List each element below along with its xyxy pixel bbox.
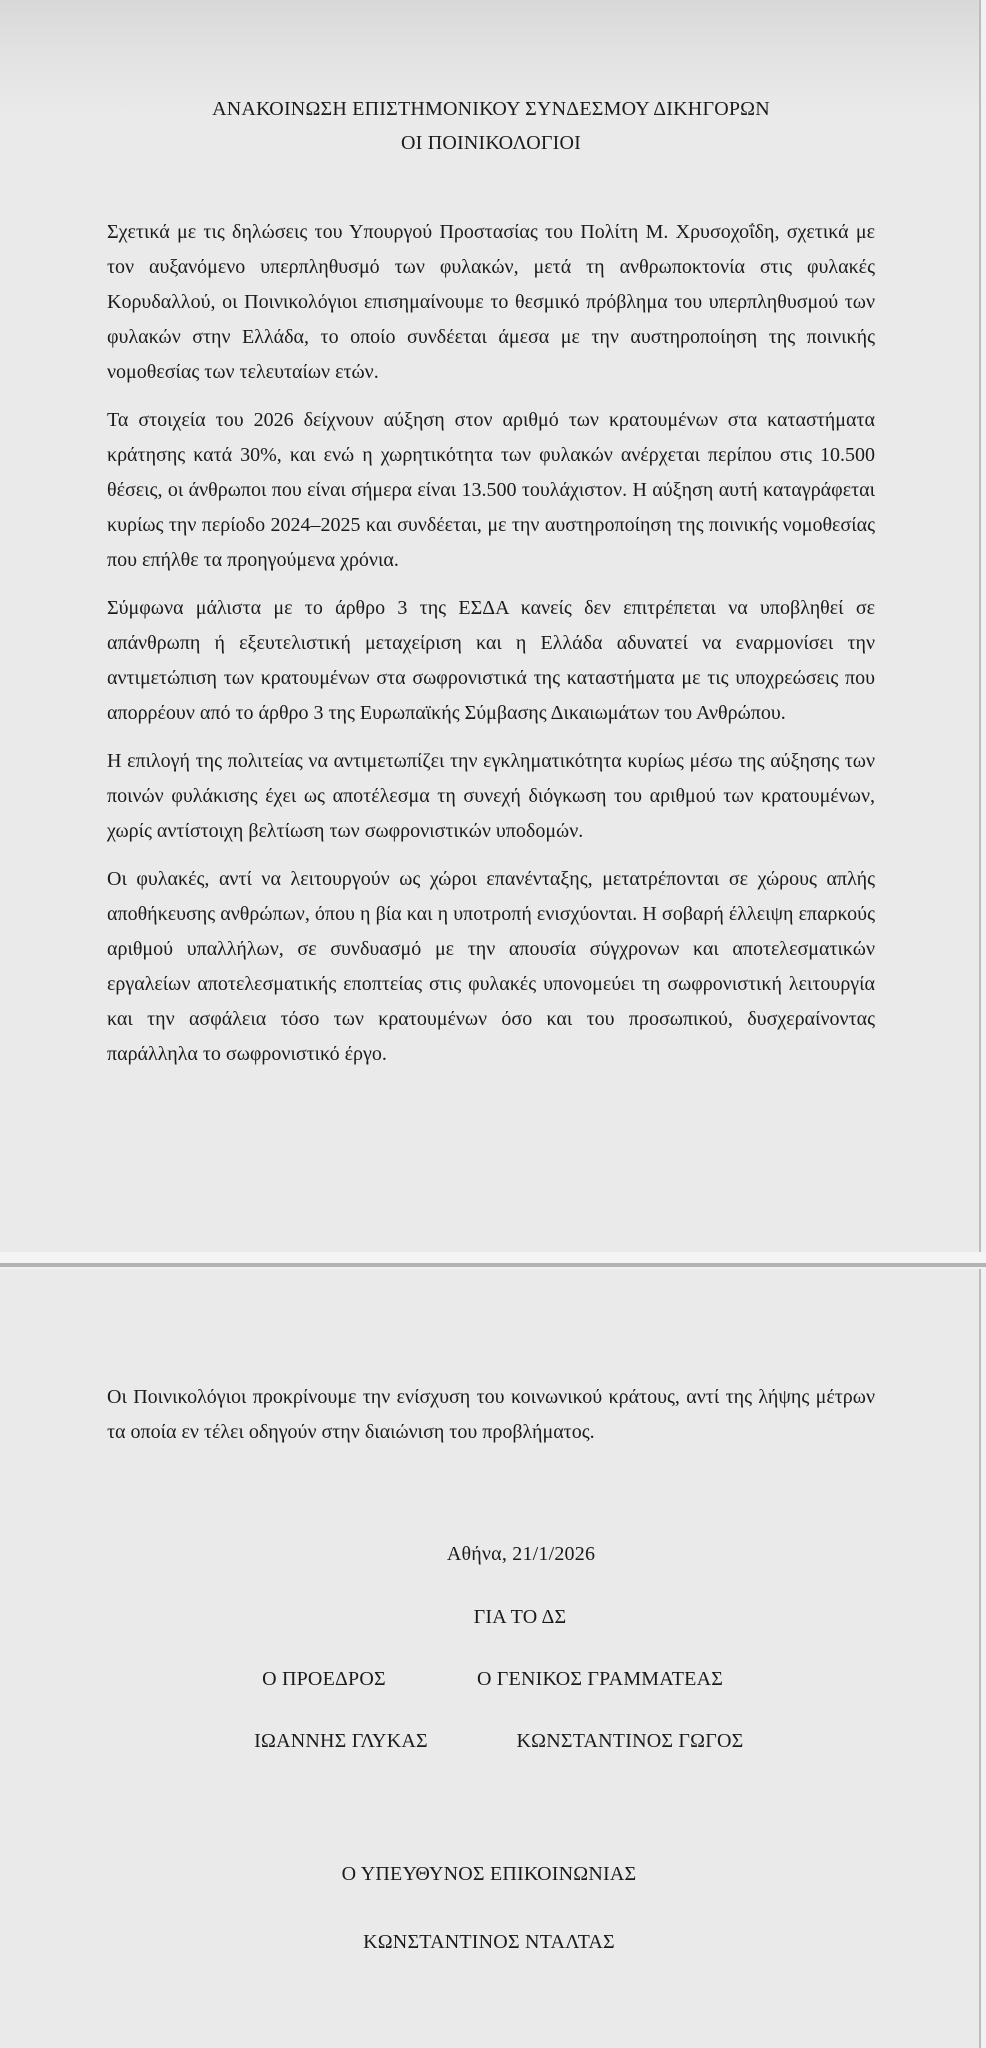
page-break-underglow — [0, 1267, 986, 1269]
title-line-2: ΟΙ ΠΟΙΝΙΚΟΛΟΓΙΟΙ — [401, 132, 581, 154]
page-break-highlight — [0, 1252, 986, 1263]
page-right-edge-line — [979, 0, 981, 2048]
page-right-gutter — [981, 0, 986, 2048]
document-body — [107, 215, 875, 1085]
paragraph: Τα στοιχεία του 2026 δείχνουν αύξηση στον αριθμό των κρατουμένων στα καταστήματα κράτησης κατά 30%, και ενώ η χωρητικότητα των φυλακών ανέρχεται περίπου στις 10.500 θέσεις, οι άνθρωποι που είναι σήμερα είναι 13.500 τουλάχιστον. Η αύξηση αυτή καταγράφεται κυρίως την περίοδο 2024–2025 και συνδέεται, με την αυστηροποίηση της ποινικής νομοθεσίας που επήλθε τα προηγούμενα χρόνια. — [107, 409, 875, 571]
document-title — [107, 92, 875, 160]
secretary-role-label: Ο ΓΕΝΙΚΟΣ ΓΡΑΜΜΑΤΕΑΣ — [476, 1668, 724, 1690]
paragraph: Οι φυλακές, αντί να λειτουργούν ως χώροι επανένταξης, μετατρέπονται σε χώρους απλής αποθήκευσης ανθρώπων, όπου η βία και η υποτροπή ενισχύονται. Η σοβαρή έλλειψη επαρκούς αριθμού υπαλλήλων, σε συνδυασμό με την απουσία σύγχρονων και αποτελεσματικών εργαλείων αποτελεσματικής εποπτείας στις φυλακές υπονομεύει τη σωφρονιστική λειτουργία και την ασφάλεια τόσο των κρατουμένων όσο και του προσωπικού, δυσχεραίνοντας παράλληλα το σωφρονιστικό έργο. — [107, 868, 875, 1065]
paragraph: Σύμφωνα μάλιστα με το άρθρο 3 της ΕΣΔΑ κανείς δεν επιτρέπεται να υποβληθεί σε απάνθρωπη ή εξευτελιστική μεταχείριση και η Ελλάδα αδυνατεί να εναρμονίσει την αντιμετώπιση των κρατουμένων στα σωφρονιστικά της καταστήματα με τις υποχρεώσεις που απορρέουν από το άρθρο 3 της Ευρωπαϊκής Σύμβασης Δικαιωμάτων του Ανθρώπου. — [107, 597, 875, 724]
dateline: Αθήνα, 21/1/2026 — [446, 1543, 596, 1565]
paragraph: Σχετικά με τις δηλώσεις του Υπουργού Προστασίας του Πολίτη Μ. Χρυσοχοΐδη, σχετικά με τον αυξανόμενο υπερπληθυσμό των φυλακών, μετά τη ανθρωποκτονία στις φυλακές Κορυδαλλού, οι Ποινικολόγιοι επισημαίνουμε το θεσμικό πρόβλημα του υπερπληθυσμού των φυλακών στην Ελλάδα, το οποίο συνδέεται άμεσα με την αυστηροποίηση της ποινικής νομοθεσίας των τελευταίων ετών. — [107, 221, 875, 383]
communications-name: ΚΩΝΣΤΑΝΤΙΝΟΣ ΝΤΑΛΤΑΣ — [363, 1931, 615, 1953]
closing-paragraph: Οι Ποινικολόγιοι προκρίνουμε την ενίσχυση του κοινωνικού κράτους, αντί της λήψης μέτρων τα οποία εν τέλει οδηγούν στην διαιώνιση του προβλήματος. — [107, 1386, 875, 1443]
president-role-label: Ο ΠΡΟΕΔΡΟΣ — [262, 1668, 386, 1690]
secretary-name: ΚΩΝΣΤΑΝΤΙΝΟΣ ΓΩΓΟΣ — [516, 1730, 744, 1752]
for-board-label: ΓΙΑ ΤΟ ΔΣ — [473, 1606, 567, 1628]
paragraph: Η επιλογή της πολιτείας να αντιμετωπίζει την εγκληματικότητα κυρίως μέσω της αύξησης των ποινών φυλάκισης έχει ως αποτέλεσμα τη συνεχή διόγκωση του αριθμού των κρατουμένων, χωρίς αντίστοιχη βελτίωση των σωφρονιστικών υποδομών. — [107, 750, 875, 842]
president-name: ΙΩΑΝΝΗΣ ΓΛΥΚΑΣ — [254, 1730, 428, 1752]
communications-role-label: Ο ΥΠΕΥΘΥΝΟΣ ΕΠΙΚΟΙΝΩΝΙΑΣ — [341, 1863, 637, 1885]
title-line-1: ΑΝΑΚΟΙΝΩΣΗ ΕΠΙΣΤΗΜΟΝΙΚΟΥ ΣΥΝΔΕΣΜΟΥ ΔΙΚΗΓΟΡΩΝ — [212, 98, 770, 120]
